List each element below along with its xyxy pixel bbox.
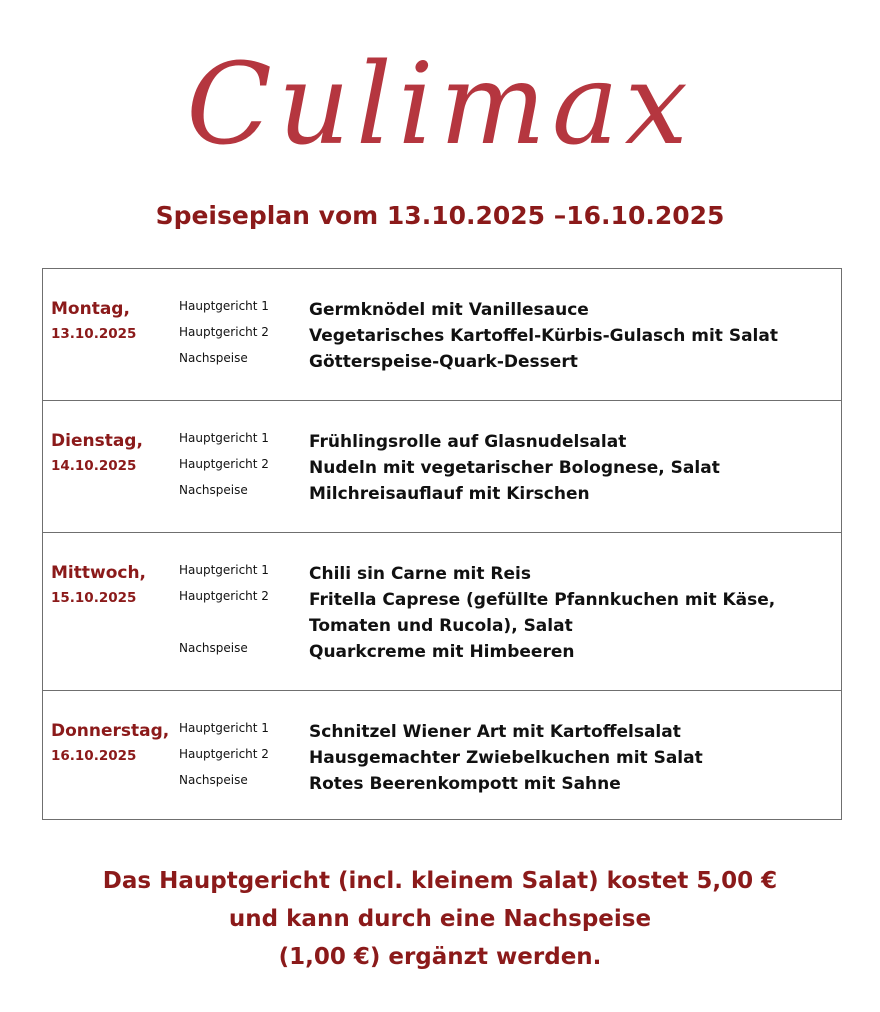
dish-hauptgericht-1: Frühlingsrolle auf Glasnudelsalat: [309, 432, 627, 452]
course-label-hauptgericht-1: Hauptgericht 1: [179, 563, 269, 577]
dish-nachspeise: Quarkcreme mit Himbeeren: [309, 642, 575, 662]
course-label-hauptgericht-1: Hauptgericht 1: [179, 299, 269, 313]
course-label-nachspeise: Nachspeise: [179, 351, 248, 365]
page-title: Speiseplan vom 13.10.2025 –16.10.2025: [155, 201, 725, 230]
course-label-hauptgericht-2: Hauptgericht 2: [179, 457, 269, 471]
dish-hauptgericht-2: Vegetarisches Kartoffel-Kürbis-Gulasch mit Salat: [309, 326, 778, 346]
day-date: 16.10.2025: [51, 748, 137, 764]
course-label-nachspeise: Nachspeise: [179, 773, 248, 787]
price-note: [0, 862, 880, 976]
dish-hauptgericht-2: Nudeln mit vegetarischer Bolognese, Salat: [309, 458, 720, 478]
course-label-hauptgericht-2: Hauptgericht 2: [179, 325, 269, 339]
dish-hauptgericht-1: Chili sin Carne mit Reis: [309, 564, 531, 584]
menu-table: [42, 268, 842, 820]
day-name: Dienstag,: [51, 431, 143, 451]
course-label-hauptgericht-1: Hauptgericht 1: [179, 431, 269, 445]
logo-wordmark: Culimax: [186, 40, 694, 170]
dish-nachspeise: Rotes Beerenkompott mit Sahne: [309, 774, 621, 794]
course-label-nachspeise: Nachspeise: [179, 641, 248, 655]
dish-hauptgericht-1: Schnitzel Wiener Art mit Kartoffelsalat: [309, 722, 681, 742]
day-block-donnerstag: [43, 691, 841, 819]
culimax-logo: [0, 40, 880, 170]
course-label-hauptgericht-1: Hauptgericht 1: [179, 721, 269, 735]
dish-nachspeise: Milchreisauflauf mit Kirschen: [309, 484, 590, 504]
day-block-dienstag: [43, 401, 841, 533]
day-date: 14.10.2025: [51, 458, 137, 474]
course-label-hauptgericht-2: Hauptgericht 2: [179, 589, 269, 603]
price-note-line: und kann durch eine Nachspeise: [228, 906, 652, 932]
day-name: Montag,: [51, 299, 130, 319]
day-date: 13.10.2025: [51, 326, 137, 342]
dish-nachspeise: Götterspeise-Quark-Dessert: [309, 352, 578, 372]
dish-hauptgericht-2: Hausgemachter Zwiebelkuchen mit Salat: [309, 748, 703, 768]
price-note-line: Das Hauptgericht (incl. kleinem Salat) kostet 5,00 €: [102, 868, 778, 894]
course-label-nachspeise: Nachspeise: [179, 483, 248, 497]
price-note-line: (1,00 €) ergänzt werden.: [278, 944, 602, 970]
day-block-montag: [43, 269, 841, 401]
day-block-mittwoch: [43, 533, 841, 691]
day-name: Mittwoch,: [51, 563, 147, 583]
dish-hauptgericht-2: Fritella Caprese (gefüllte Pfannkuchen mit Käse, Tomaten und Rucola), Salat: [309, 590, 776, 636]
day-date: 15.10.2025: [51, 590, 137, 606]
day-name: Donnerstag,: [51, 721, 170, 741]
dish-hauptgericht-1: Germknödel mit Vanillesauce: [309, 300, 589, 320]
course-label-hauptgericht-2: Hauptgericht 2: [179, 747, 269, 761]
